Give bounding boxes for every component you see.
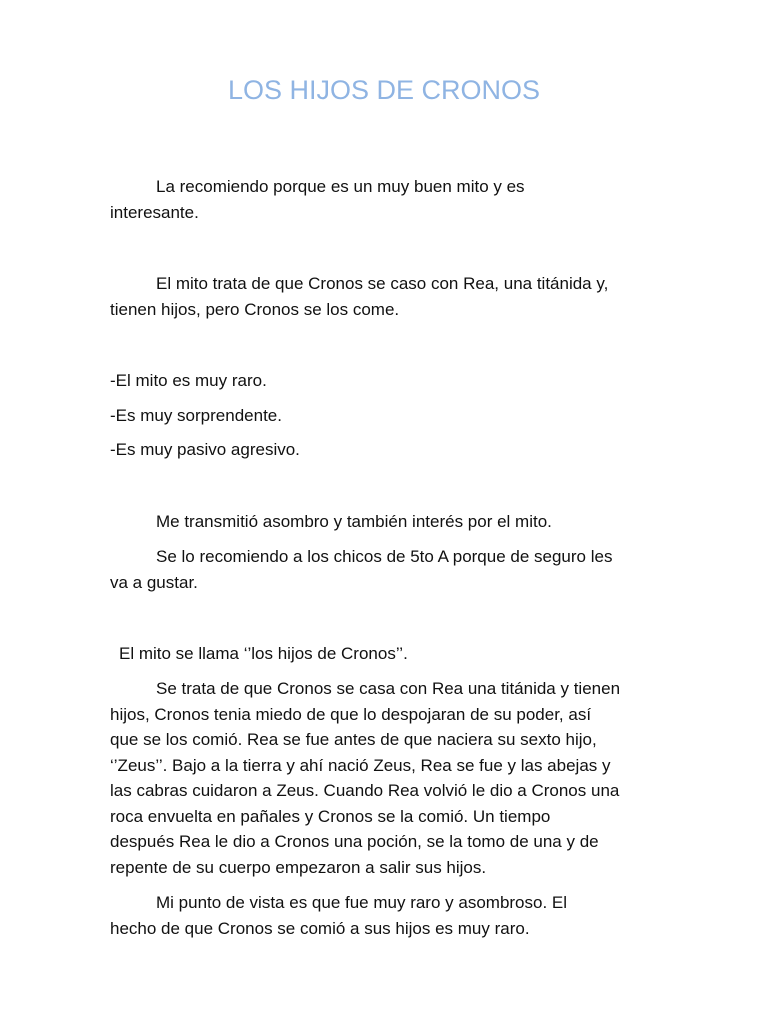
opinion-item [110, 437, 660, 463]
paragraph-feelings [110, 509, 660, 535]
opinion-item [110, 368, 660, 394]
text-line: interesante. [110, 202, 199, 222]
paragraph-plot [110, 676, 660, 880]
text-line: ‘’Zeus’’. Bajo a la tierra y ahí nació Zeus, Rea se fue y las abejas y [110, 755, 611, 775]
text-line: Me transmitió asombro y también interés por el mito. [156, 512, 552, 531]
text-line: después Rea le dio a Cronos una poción, se la tomo de una y de [110, 832, 599, 851]
text-line: repente de su cuerpo empezaron a salir sus hijos. [110, 857, 487, 877]
paragraph-point-of-view [110, 890, 660, 941]
text-line: El mito trata de que Cronos se caso con Rea, una titánida y, [156, 274, 609, 293]
text-line: tienen hijos, pero Cronos se los come. [110, 299, 400, 319]
paragraph-recommendation [110, 174, 660, 225]
text-line: hijos, Cronos tenia miedo de que lo despojaran de su poder, así [110, 704, 592, 724]
text-line: -El mito es muy raro. [110, 371, 267, 390]
text-line: las cabras cuidaron a Zeus. Cuando Rea volvió le dio a Cronos una [110, 781, 620, 800]
text-line: Mi punto de vista es que fue muy raro y asombroso. El [156, 893, 568, 912]
text-line: roca envuelta en pañales y Cronos se la comió. Un tiempo [110, 806, 551, 826]
document-title: LOS HIJOS DE CRONOS [227, 75, 541, 105]
text-line: Se trata de que Cronos se casa con Rea una titánida y tienen [156, 679, 621, 698]
paragraph-summary [110, 271, 660, 322]
text-line: -Es muy pasivo agresivo. [110, 440, 300, 459]
text-line: La recomiendo porque es un muy buen mito y es [156, 177, 525, 196]
text-line: hecho de que Cronos se comió a sus hijos es muy raro. [110, 918, 530, 938]
text-line: El mito se llama ‘’los hijos de Cronos’’. [119, 644, 408, 663]
paragraph-audience [110, 544, 660, 595]
text-line: Se lo recomiendo a los chicos de 5to A porque de seguro les [156, 547, 613, 566]
text-line: que se los comió. Rea se fue antes de que naciera su sexto hijo, [110, 730, 597, 749]
text-line: va a gustar. [110, 572, 198, 592]
text-line: -Es muy sorprendente. [110, 406, 282, 425]
opinion-item [110, 403, 660, 429]
paragraph-myth-name [119, 641, 669, 667]
